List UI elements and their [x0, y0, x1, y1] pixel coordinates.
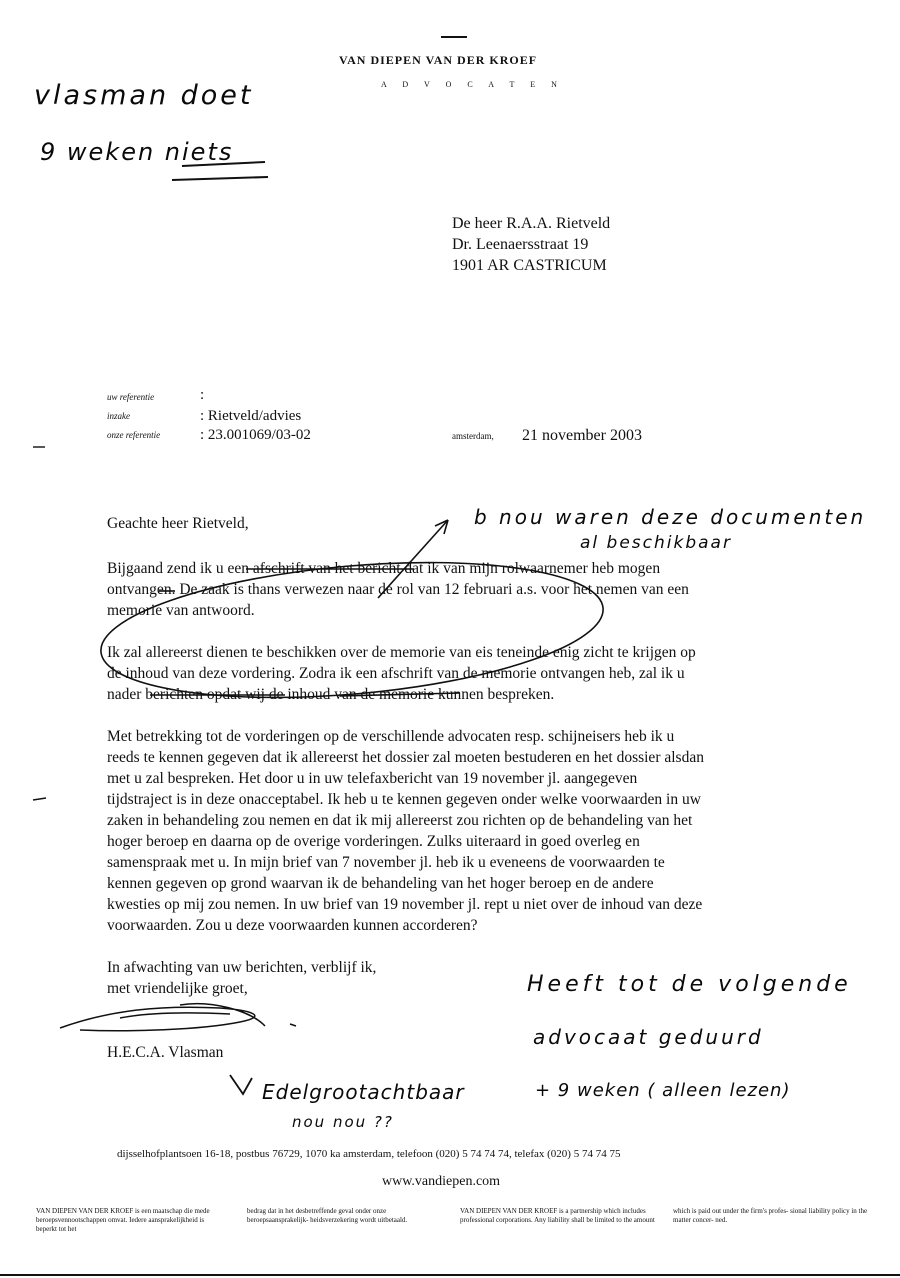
uw-referentie-label: uw referentie	[107, 392, 155, 402]
paragraph-line: reeds te kennen gegeven dat ik allereerst het dossier zal moeten bestuderen en het dossier alsdan	[107, 749, 704, 766]
paragraph-line: samenspraak met u. In mijn brief van 7 november jl. heb ik u eveneens de voorwaarden te	[107, 854, 665, 871]
paragraph-line: hoger beroep en daarna op de overige vorderingen. Zulks uiteraard in goed overleg en	[107, 833, 640, 850]
paragraph-line: met u zal bespreken. Het door u in uw telefaxbericht van 19 november jl. aangegeven	[107, 770, 638, 787]
paragraph-line: kennen gegeven op grond waarvan ik de behandeling van het hoger beroep en de andere	[107, 875, 654, 892]
underline-mark	[172, 177, 268, 180]
recipient-name: De heer R.A.A. Rietveld	[452, 215, 611, 232]
uw-referentie-value: :	[200, 387, 205, 403]
firm-name: VAN DIEPEN VAN DER KROEF	[339, 53, 538, 67]
underline-mark	[182, 162, 265, 166]
inzake-value: : Rietveld/advies	[200, 408, 302, 424]
handwritten-note-right-2: advocaat geduurd	[533, 1025, 764, 1049]
signer-name: H.E.C.A. Vlasman	[107, 1044, 224, 1061]
paragraph-line: ontvangen. De zaak is thans verwezen naar de rol van 12 februari a.s. voor het nemen van een	[107, 581, 689, 598]
handwritten-note-top-left-2: 9 weken niets	[40, 138, 234, 166]
check-mark	[230, 1075, 252, 1094]
paragraph-line: Ik zal allereerst dienen te beschikken over de memorie van eis teneinde enig zicht te krijgen op	[107, 644, 696, 661]
recipient-city: 1901 AR CASTRICUM	[452, 257, 607, 274]
paragraph-line: Bijgaand zend ik u een afschrift van het bericht dat ik van mijn rolwaarnemer heb mogen	[107, 560, 661, 577]
handwritten-note-bottom-2: nou nou ??	[292, 1113, 394, 1131]
paragraph-line: Met betrekking tot de vorderingen op de verschillende advocaten resp. schijneisers heb ik u	[107, 728, 675, 745]
closing-line-2: met vriendelijke groet,	[107, 980, 248, 997]
paragraph-line: kwesties op mij zou nemen. In uw brief van 19 november jl. rept u niet over de inhoud van deze	[107, 896, 703, 913]
paragraph-line: voorwaarden. Zou u deze voorwaarden kunnen accorderen?	[107, 917, 478, 934]
letter-date: 21 november 2003	[522, 427, 642, 444]
handwritten-note-right-3: + 9 weken ( alleen lezen)	[535, 1080, 791, 1101]
inzake-label: inzake	[107, 411, 130, 421]
footer-disclaimer-2: bedrag dat in het desbetreffende geval onder onze beroepsaansprakelijk- heidsverzekering wordt uitbetaald.	[247, 1207, 408, 1224]
handwritten-note-top-right-1: b nou waren deze documenten	[474, 505, 867, 529]
onze-referentie-value: : 23.001069/03-02	[200, 427, 311, 443]
footer-disclaimer-1: VAN DIEPEN VAN DER KROEF is een maatschap die mede beroepsvennootschappen omvat. Iedere aansprakelijkheid is beperkt tot het	[36, 1207, 210, 1233]
paragraph-line: nader berichten opdat wij de inhoud van de memorie kunnen bespreken.	[107, 686, 555, 703]
signature-mark	[60, 1004, 296, 1031]
footer-website: www.vandiepen.com	[382, 1174, 501, 1189]
footer-disclaimer-4: which is paid out under the firm's profes- sional liability policy in the matter concer- ned.	[673, 1207, 868, 1224]
arrow-mark	[378, 520, 448, 598]
paragraph-line: zaken in behandeling zou nemen en dat ik mij allereerst zou richten op de behandeling van het	[107, 812, 693, 829]
paragraph-line: de inhoud van deze vordering. Zodra ik een afschrift van de memorie ontvangen heb, zal ik u	[107, 665, 685, 682]
footer-disclaimer-3: VAN DIEPEN VAN DER KROEF is a partnership which includes professional corporations. Any liability shall be limited to the amount	[460, 1207, 655, 1224]
recipient-street: Dr. Leenaersstraat 19	[452, 236, 589, 253]
handwritten-note-right-1: Heeft tot de volgende	[527, 972, 852, 997]
salutation: Geachte heer Rietveld,	[107, 515, 249, 532]
handwritten-note-top-right-2: al beschikbaar	[580, 533, 732, 553]
paragraph-line: memorie van antwoord.	[107, 602, 255, 619]
handwritten-note-bottom-1: Edelgrootachtbaar	[262, 1080, 465, 1104]
date-place: amsterdam,	[452, 431, 494, 441]
paragraph-line: tijdstraject is in deze onacceptabel. Ik heb u te kennen gegeven onder welke voorwaarden in uw	[107, 791, 701, 808]
firm-tagline: A D V O C A T E N	[381, 80, 564, 89]
margin-tick-mark	[33, 798, 46, 800]
bottom-edge-rule	[0, 1274, 900, 1276]
handwritten-note-top-left-1: vlasman doet	[34, 80, 254, 111]
closing-line-1: In afwachting van uw berichten, verblijf ik,	[107, 959, 377, 976]
circle-mark	[95, 544, 608, 715]
footer-address: dijsselhofplantsoen 16-18, postbus 76729, 1070 ka amsterdam, telefoon (020) 5 74 74 74, telefax (020) 5 74 74 75	[117, 1148, 621, 1160]
onze-referentie-label: onze referentie	[107, 430, 161, 440]
